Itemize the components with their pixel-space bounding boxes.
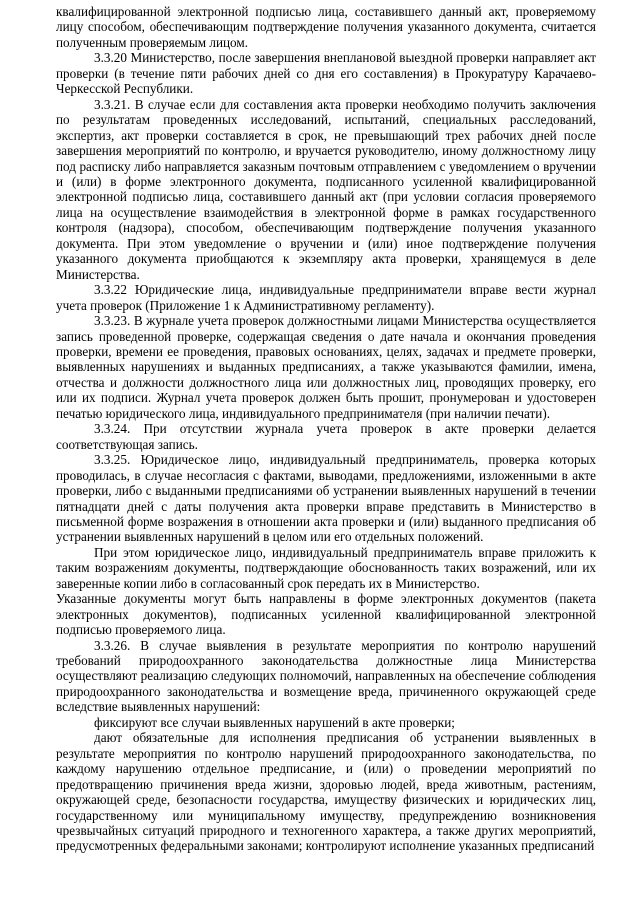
paragraph-3-3-23: 3.3.23. В журнале учета проверок должностными лицами Министерства осуществляется запись проведенной проверке, содержащая сведения о дате начала и окончания проведения проверки, времени ее проведения, правовых основаниях, целях, задачах и предмете проверки, выявленных нарушениях и выданных предписаниях, а также указываются фамилии, имена, отчества и должности должностного лица или должностных лиц, проводящих проверку, его или их подписи. Журнал учета проверок должен быть прошит, пронумерован и удостоверен печатью юридического лица, индивидуального предпринимателя (при наличии печати).	[56, 313, 596, 421]
paragraph-3-3-24: 3.3.24. При отсутствии журнала учета проверок в акте проверки делается соответствующая запись.	[56, 421, 596, 452]
paragraph-3-3-26: 3.3.26. В случае выявления в результате мероприятия по контролю нарушений требований природоохранного законодательства должностные лица Министерства осуществляют реализацию следующих полномочий, направленных на обеспечение соблюдения природоохранного законодательства и возмещение вреда, причиненного окружающей среде вследствие выявленных нарушений:	[56, 637, 596, 715]
paragraph-3-3-20: 3.3.20 Министерство, после завершения внеплановой выездной проверки направляет акт проверки (в течение пяти рабочих дней со дня его составления) в Прокуратуру Карачаево-Черкесской Республики.	[56, 50, 596, 97]
paragraph-3-3-25: 3.3.25. Юридическое лицо, индивидуальный предприниматель, проверка которых проводилась, в случае несогласия с фактами, выводами, предложениями, изложенными в акте проверки, либо с выданными предписаниями об устранении выявленных нарушений в течении пятнадцати дней с даты получения акта проверки вправе представить в Министерство в письменной форме возражения в отношении акта проверки и (или) выданного предписания об устранении выявленных нарушений в целом или его отдельных положений.	[56, 452, 596, 545]
paragraph-3-3-22: 3.3.22 Юридические лица, индивидуальные предприниматели вправе вести журнал учета проверок (Приложение 1 к Административному регламенту).	[56, 282, 596, 313]
paragraph-3-3-21: 3.3.21. В случае если для составления акта проверки необходимо получить заключения по результатам проведенных исследований, испытаний, специальных расследований, экспертиз, акт проверки составляется в срок, не превышающий трех рабочих дней после завершения мероприятий по контролю, и вручается руководителю, иному должностному лицу под расписку либо направляется заказным почтовым отправлением с уведомлением о вручении и (или) в форме электронного документа, подписанного усиленной квалифицированной электронной подписью лица, составившего данный акт (при условии согласия проверяемого лица на осуществление взаимодействия в электронной форме в рамках государственного контроля (надзора), способом, обеспечивающим подтверждение получения указанного документа. При этом уведомление о вручении и (или) иное подтверждение получения указанного документа приобщаются к экземпляру акта проверки, хранящемуся в деле Министерства.	[56, 96, 596, 282]
paragraph-electronic-documents: Указанные документы могут быть направлены в форме электронных документов (пакета электронных документов), подписанных усиленной квалифицированной электронной подписью проверяемого лица.	[56, 591, 596, 638]
document-page	[56, 4, 596, 854]
paragraph-issue-orders: дают обязательные для исполнения предписания об устранении выявленных в результате мероприятия по контролю нарушений природоохранного законодательства, по каждому нарушению отдельное предписание, и (или) о проведении мероприятий по предотвращению причинения вреда жизни, здоровью людей, вреда животным, растениям, окружающей среде, безопасности государства, имуществу физических и юридических лиц, государственному или муниципальному имуществу, предупреждению возникновения чрезвычайных ситуаций природного и техногенного характера, а также других мероприятий, предусмотренных федеральными законами; контролируют исполнение указанных предписаний	[56, 730, 596, 854]
paragraph-record-violations: фиксируют все случаи выявленных нарушений в акте проверки;	[94, 714, 455, 730]
paragraph-continuation: квалифицированной электронной подписью лица, составившего данный акт, проверяемому лицу способом, обеспечивающим подтверждение получения указанного документа, считается полученным проверяемым лицом.	[56, 4, 596, 50]
paragraph-objections-attachments: При этом юридическое лицо, индивидуальный предприниматель вправе приложить к таким возражениям документы, подтверждающие обоснованность таких возражений, или их заверенные копии либо в согласованный срок передать их в Министерство.	[56, 544, 596, 591]
